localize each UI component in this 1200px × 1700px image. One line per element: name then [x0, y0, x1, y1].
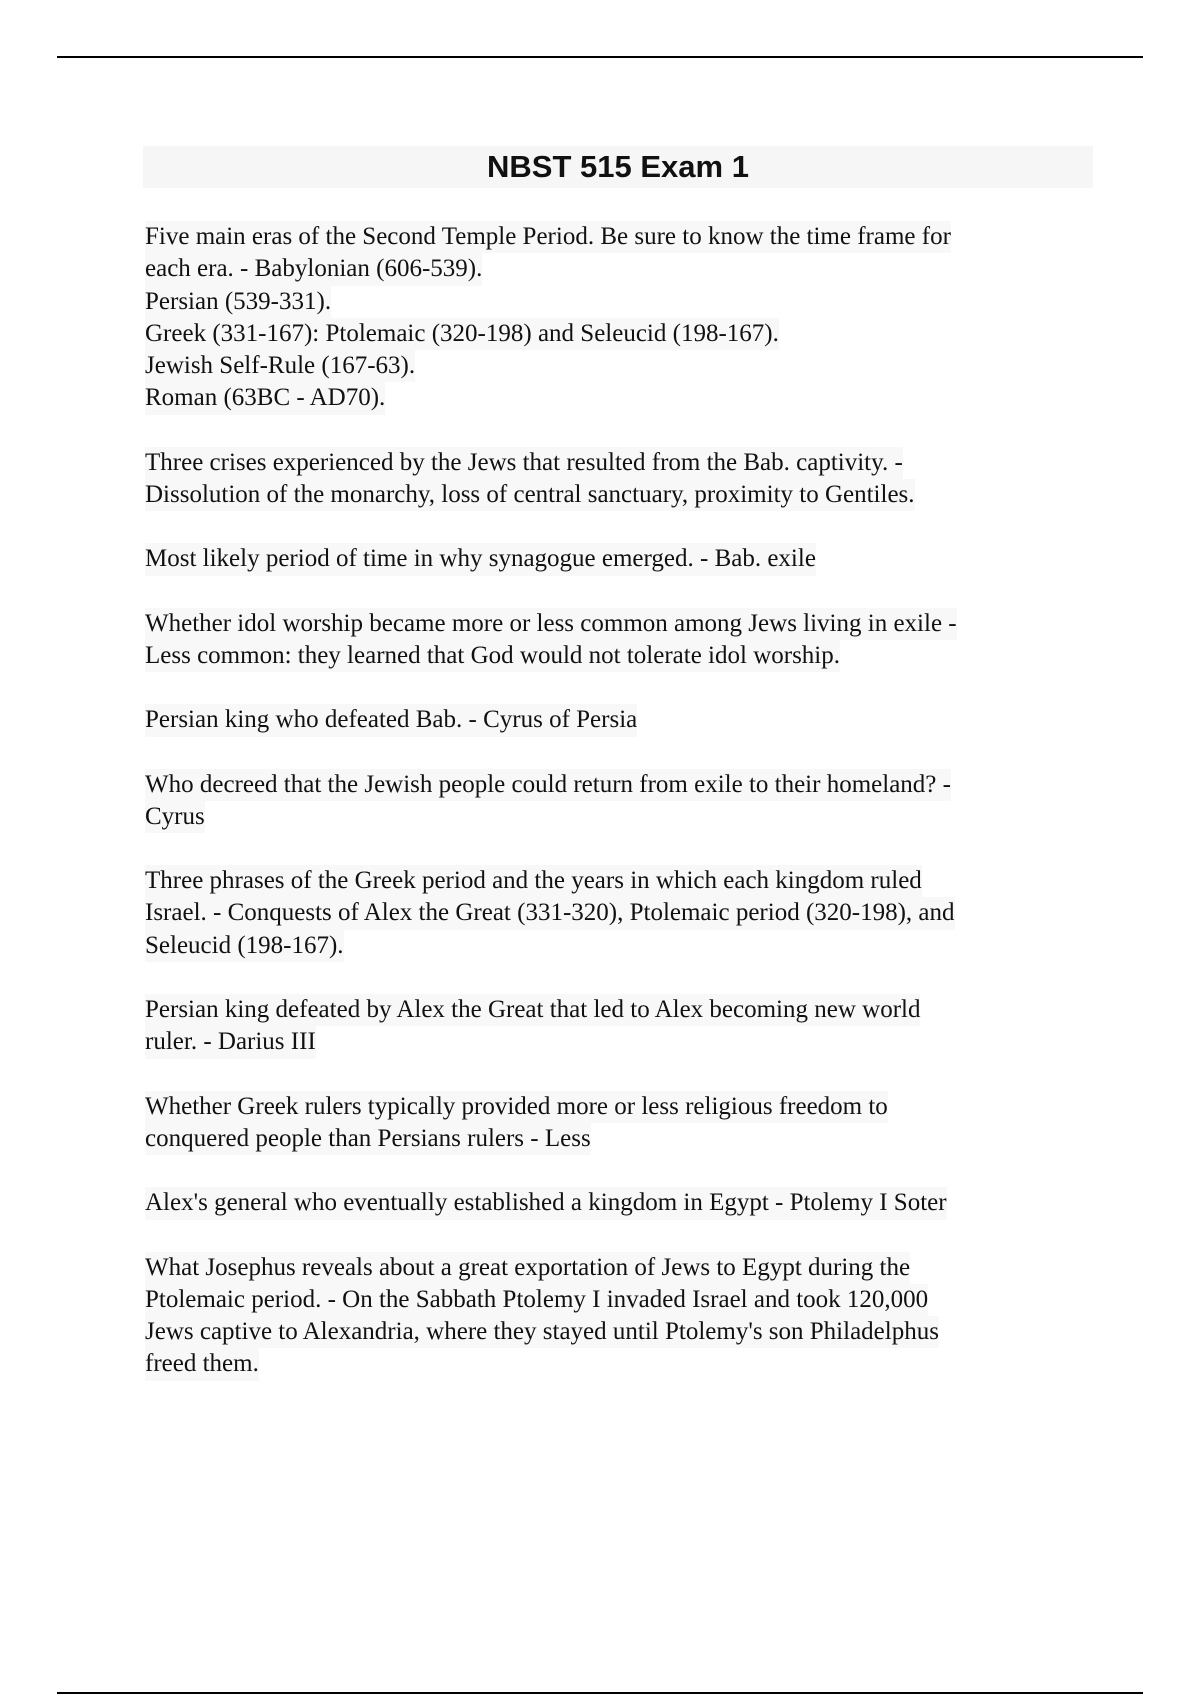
qa-item [145, 994, 1085, 1059]
page-title: NBST 515 Exam 1 [143, 146, 1093, 188]
text-line: ruler. - Darius III [145, 1026, 316, 1058]
bottom-rule [57, 1692, 1143, 1694]
qa-item [145, 704, 1085, 736]
qa-item [145, 543, 1085, 575]
text-line: conquered people than Persians rulers - Less [145, 1123, 591, 1155]
text-line: Cyrus [145, 801, 205, 833]
text-line: Most likely period of time in why synagogue emerged. - Bab. exile [145, 543, 816, 575]
text-line: Whether idol worship became more or less common among Jews living in exile - [145, 608, 957, 640]
text-line: Jews captive to Alexandria, where they stayed until Ptolemy's son Philadelphus [145, 1316, 939, 1348]
text-line: Roman (63BC - AD70). [145, 382, 385, 414]
text-line: freed them. [145, 1348, 259, 1380]
top-rule [57, 56, 1143, 58]
text-line: Persian king defeated by Alex the Great that led to Alex becoming new world [145, 994, 920, 1026]
text-line: Whether Greek rulers typically provided more or less religious freedom to [145, 1091, 888, 1123]
qa-item [145, 769, 1085, 834]
text-line: Greek (331-167): Ptolemaic (320-198) and Seleucid (198-167). [145, 318, 779, 350]
qa-item [145, 1187, 1085, 1219]
qa-item [145, 221, 1085, 415]
qa-item [145, 608, 1085, 673]
text-line: What Josephus reveals about a great exportation of Jews to Egypt during the [145, 1252, 910, 1284]
text-line: Seleucid (198-167). [145, 930, 344, 962]
text-line: Ptolemaic period. - On the Sabbath Ptolemy I invaded Israel and took 120,000 [145, 1284, 928, 1316]
text-line: Three phrases of the Greek period and the years in which each kingdom ruled [145, 865, 922, 897]
text-line: Less common: they learned that God would not tolerate idol worship. [145, 640, 840, 672]
text-line: each era. - Babylonian (606-539). [145, 253, 482, 285]
text-line: Israel. - Conquests of Alex the Great (331-320), Ptolemaic period (320-198), and [145, 897, 955, 929]
qa-item [145, 1091, 1085, 1156]
text-line: Who decreed that the Jewish people could return from exile to their homeland? - [145, 769, 951, 801]
qa-item [145, 1252, 1085, 1381]
text-line: Jewish Self-Rule (167-63). [145, 350, 415, 382]
document-body [145, 221, 1085, 1413]
text-line: Three crises experienced by the Jews that resulted from the Bab. captivity. - [145, 447, 903, 479]
text-line: Dissolution of the monarchy, loss of central sanctuary, proximity to Gentiles. [145, 479, 915, 511]
qa-item [145, 865, 1085, 962]
text-line: Five main eras of the Second Temple Period. Be sure to know the time frame for [145, 221, 951, 253]
text-line: Persian (539-331). [145, 286, 331, 318]
text-line: Alex's general who eventually established a kingdom in Egypt - Ptolemy I Soter [145, 1187, 947, 1219]
text-line: Persian king who defeated Bab. - Cyrus of Persia [145, 704, 637, 736]
qa-item [145, 447, 1085, 512]
